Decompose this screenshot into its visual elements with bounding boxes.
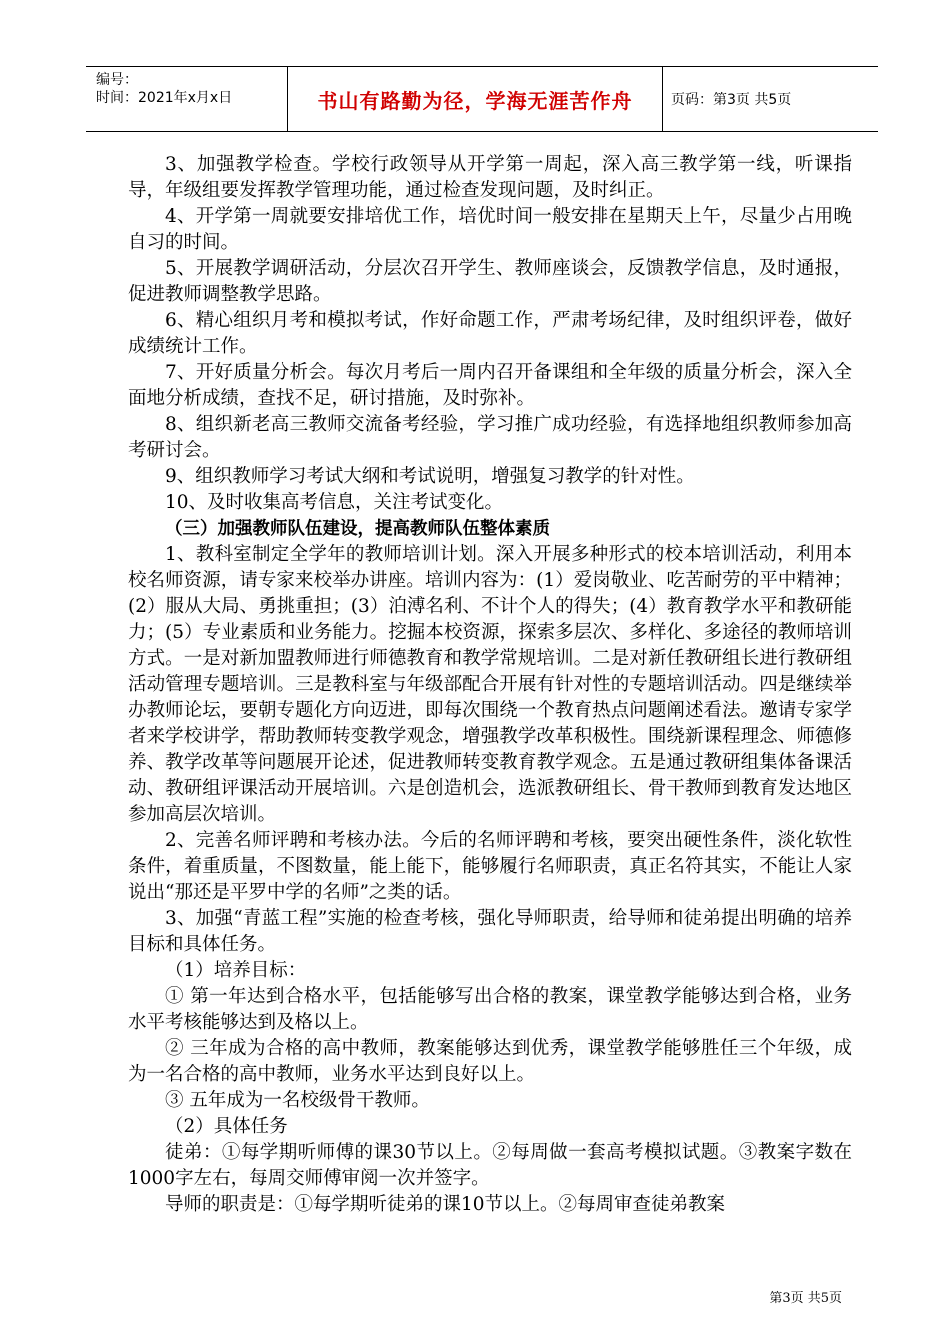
paragraph: 导师的职责是：①每学期听徒弟的课10节以上。②每周审查徒弟教案	[165, 1194, 726, 1215]
paragraph: 1、教科室制定全学年的教师培训计划。深入开展多种形式的校本培训活动，利用本校名师资源，请专家来校举办讲座。培训内容为：(1）爱岗敬业、吃苦耐劳的平中精神；(2）服从大局、勇挑重担；(3）泊溥名利、不计个人的得失；(4）教育教学水平和教研能力；(5）专业素质和业务能力。挖掘本校资源，探索多层次、多样化、多途径的教师培训方式。一是对新加盟教师进行师德教育和教学常规培训。二是对新任教研组长进行教研组活动管理专题培训。三是教科室与年级部配合开展有针对性的专题培训活动。四是继续举办教师论坛，要朝专题化方向迈进，即每次围绕一个教育热点问题阐述看法。邀请专家学者来学校讲学，帮助教师转变教学观念，增强教学改革积极性。围绕新课程理念、师德修养、教学改革等问题展开论述，促进教师转变教育教学观念。五是通过教研组集体备课活动、教研组评课活动开展培训。六是创造机会，选派教研组长、骨干教师到教育发达地区参加高层次培训。	[128, 544, 852, 825]
paragraph: 7、开好质量分析会。每次月考后一周内召开备课组和全年级的质量分析会，深入全面地分析成绩，查找不足，研讨措施，及时弥补。	[128, 362, 852, 409]
page-footer: 第3页 共5页	[769, 1291, 842, 1306]
paragraph: （2）具体任务	[165, 1116, 288, 1137]
paragraph: ② 三年成为合格的高中教师，教案能够达到优秀，课堂教学能够胜任三个年级，成为一名合格的高中教师，业务水平达到良好以上。	[128, 1038, 852, 1085]
document-number-label: 编号：	[96, 72, 138, 88]
page-header	[86, 66, 878, 132]
paragraph: 9、组织教师学习考试大纲和考试说明，增强复习教学的针对性。	[165, 466, 695, 487]
paragraph: ① 第一年达到合格水平，包括能够写出合格的教案，课堂教学能够达到合格，业务水平考核能够达到及格以上。	[128, 986, 852, 1033]
section-heading: （三）加强教师队伍建设，提高教师队伍整体素质	[165, 519, 550, 539]
paragraph: 4、开学第一周就要安排培优工作，培优时间一般安排在星期天上午，尽量少占用晚自习的时间。	[128, 206, 852, 253]
header-page-number: 页码：第3页 共5页	[671, 92, 792, 108]
header-motto: 书山有路勤为径，学海无涯苦作舟	[288, 67, 663, 131]
paragraph: 10、及时收集高考信息，关注考试变化。	[165, 492, 504, 513]
paragraph: ③ 五年成为一名校级骨干教师。	[165, 1090, 430, 1111]
paragraph: 3、加强教学检查。学校行政领导从开学第一周起，深入高三教学第一线，听课指导，年级组要发挥教学管理功能，通过检查发现问题，及时纠正。	[128, 154, 852, 201]
document-date-label: 时间：2021年x月x日	[96, 90, 233, 106]
header-meta	[86, 67, 288, 131]
paragraph: 5、开展教学调研活动，分层次召开学生、教师座谈会，反馈教学信息，及时通报，促进教师调整教学思路。	[128, 258, 852, 305]
document-body	[128, 152, 852, 1218]
paragraph: 6、精心组织月考和模拟考试，作好命题工作，严肃考场纪律，及时组织评卷，做好成绩统计工作。	[128, 310, 852, 357]
paragraph: 徒弟：①每学期听师傅的课30节以上。②每周做一套高考模拟试题。③教案字数在1000字左右，每周交师傅审阅一次并签字。	[128, 1142, 852, 1189]
paragraph: （1）培养目标：	[165, 960, 307, 981]
paragraph: 3、加强“青蓝工程”实施的检查考核，强化导师职责，给导师和徒弟提出明确的培养目标和具体任务。	[128, 908, 852, 955]
paragraph: 2、完善名师评聘和考核办法。今后的名师评聘和考核，要突出硬性条件，淡化软性条件，着重质量，不图数量，能上能下，能够履行名师职责，真正名符其实，不能让人家说出“那还是平罗中学的名师”之类的话。	[128, 830, 852, 903]
paragraph: 8、组织新老高三教师交流备考经验，学习推广成功经验，有选择地组织教师参加高考研讨会。	[128, 414, 852, 461]
